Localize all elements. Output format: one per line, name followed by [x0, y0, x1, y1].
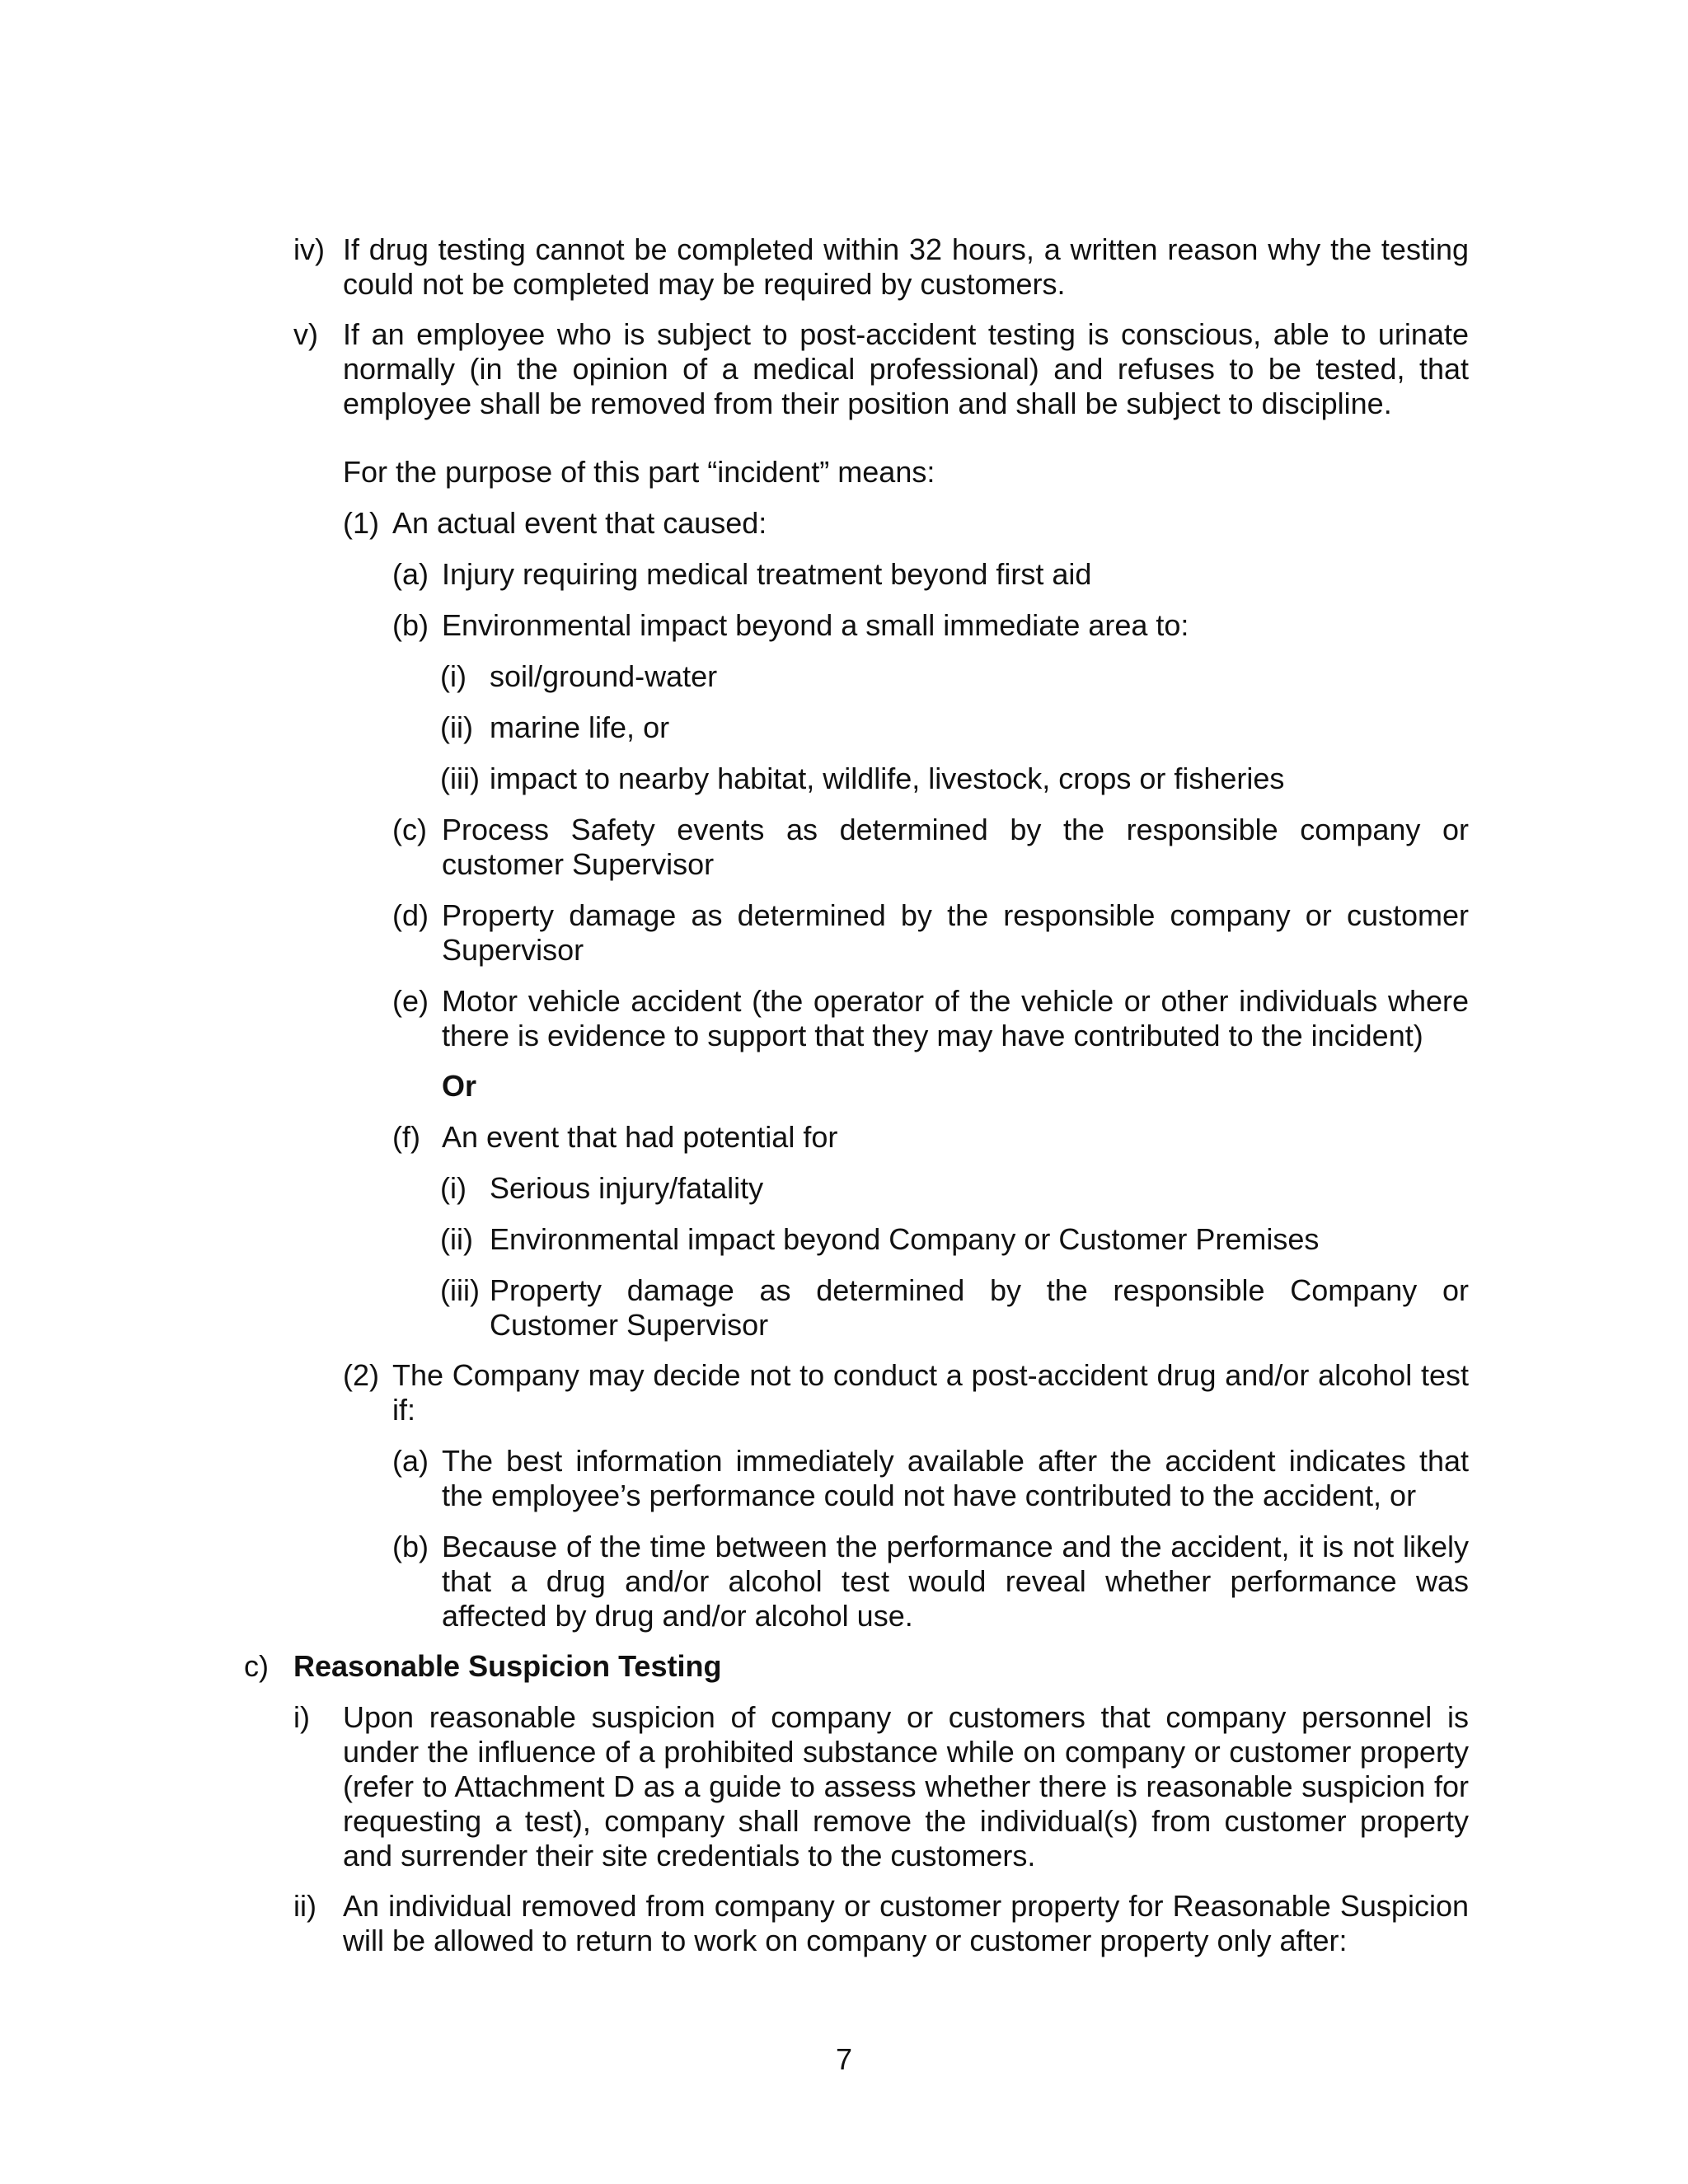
- list-marker: (d): [392, 898, 429, 932]
- incident-definition-intro: For the purpose of this part “incident” means:: [343, 455, 935, 489]
- list-item-2: [343, 1358, 1469, 1427]
- list-marker: (b): [392, 1530, 429, 1563]
- list-item-text: Injury requiring medical treatment beyond first aid: [442, 557, 1092, 591]
- list-marker: (ii): [440, 1222, 473, 1256]
- list-item-c-i: [293, 1700, 1469, 1873]
- list-marker: (b): [392, 608, 429, 642]
- list-marker: i): [293, 1700, 310, 1734]
- list-item-text: impact to nearby habitat, wildlife, livestock, crops or fisheries: [490, 762, 1285, 795]
- list-item-text: Environmental impact beyond a small immediate area to:: [442, 608, 1189, 642]
- list-item-text: Motor vehicle accident (the operator of the vehicle or other individuals where there is evidence to support that they may have contributed to the incident): [442, 984, 1469, 1052]
- list-item-text: soil/ground-water: [490, 659, 718, 693]
- list-item-c-ii: [293, 1889, 1469, 1958]
- list-item-text: If an employee who is subject to post-accident testing is conscious, able to urinate normally (in the opinion of a medical professional) and refuses to be tested, that employee shall be removed from their position and shall be subject to discipline.: [343, 317, 1469, 420]
- list-item-text: If drug testing cannot be completed within 32 hours, a written reason why the testing could not be completed may be required by customers.: [343, 232, 1469, 301]
- list-marker: (f): [392, 1120, 420, 1154]
- list-item-text: An event that had potential for: [442, 1120, 838, 1154]
- list-item-text: Process Safety events as determined by the responsible company or customer Supervisor: [442, 813, 1469, 881]
- page-number: 7: [835, 2042, 853, 2076]
- list-marker: (a): [392, 1444, 429, 1478]
- section-marker: c): [244, 1649, 269, 1683]
- or-connector: Or: [442, 1069, 477, 1103]
- list-item-1b-ii: [440, 710, 1469, 745]
- list-marker: (a): [392, 557, 429, 591]
- list-item-2a: [392, 1444, 1469, 1513]
- list-item-1c: [392, 813, 1469, 882]
- list-marker: (iii): [440, 762, 480, 795]
- list-marker: iv): [293, 232, 325, 266]
- list-marker: (e): [392, 984, 429, 1018]
- list-marker: (ii): [440, 710, 473, 744]
- list-item-text: The best information immediately available after the accident indicates that the employee’s performance could not have contributed to the accident, or: [442, 1444, 1469, 1512]
- list-item-1f-ii: [440, 1222, 1469, 1257]
- list-item-1e: [392, 984, 1469, 1053]
- list-marker: (i): [440, 659, 467, 693]
- list-marker: v): [293, 317, 318, 351]
- list-marker: ii): [293, 1889, 316, 1923]
- list-marker: (1): [343, 506, 379, 540]
- list-item-1f-iii: [440, 1273, 1469, 1343]
- list-item-1a: [392, 557, 1469, 592]
- list-item-text: An individual removed from company or customer property for Reasonable Suspicion will be allowed to return to work on company or customer property only after:: [343, 1889, 1469, 1957]
- list-item-text: Serious injury/fatality: [490, 1171, 764, 1205]
- list-marker: (2): [343, 1358, 379, 1392]
- list-item-1f-i: [440, 1171, 1469, 1206]
- list-item-text: Environmental impact beyond Company or Customer Premises: [490, 1222, 1320, 1256]
- list-item-text: Upon reasonable suspicion of company or customers that company personnel is under the influence of a prohibited substance while on company or customer property (refer to Attachment D as a guide to assess whether there is reasonable suspicion for requesting a test), company shall remove the individual(s) from customer property and surrender their site credentials to the customers.: [343, 1700, 1469, 1872]
- list-item-text: marine life, or: [490, 710, 670, 744]
- list-item-v: [293, 317, 1469, 421]
- list-item-text: Because of the time between the performance and the accident, it is not likely that a drug and/or alcohol test would reveal whether performance was affected by drug and/or alcohol use.: [442, 1530, 1469, 1633]
- section-title: Reasonable Suspicion Testing: [293, 1649, 722, 1683]
- list-item-1b-i: [440, 659, 1469, 694]
- list-item-1b: [392, 608, 1469, 643]
- list-item-text: An actual event that caused:: [392, 506, 767, 540]
- list-item-text: Property damage as determined by the responsible Company or Customer Supervisor: [490, 1273, 1469, 1342]
- list-marker: (iii): [440, 1273, 480, 1307]
- list-marker: (i): [440, 1171, 467, 1205]
- list-item-1b-iii: [440, 762, 1469, 796]
- list-item-text: The Company may decide not to conduct a post-accident drug and/or alcohol test if:: [392, 1358, 1469, 1427]
- list-item-iv: [293, 232, 1469, 302]
- list-item-text: Property damage as determined by the responsible company or customer Supervisor: [442, 898, 1469, 967]
- list-item-1: [343, 506, 1469, 541]
- list-item-2b: [392, 1530, 1469, 1633]
- list-item-1d: [392, 898, 1469, 968]
- section-heading-c: [244, 1649, 1469, 1684]
- list-marker: (c): [392, 813, 427, 846]
- list-item-1f: [392, 1120, 1469, 1155]
